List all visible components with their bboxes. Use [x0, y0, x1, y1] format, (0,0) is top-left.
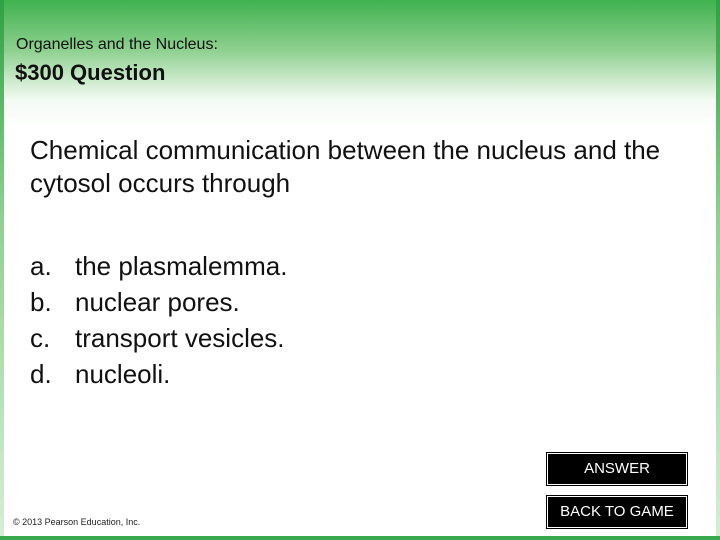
category-title: Organelles and the Nucleus:: [16, 36, 218, 53]
option-d: [30, 356, 630, 392]
option-letter: d.: [30, 359, 52, 389]
option-letter: b.: [30, 287, 52, 317]
question-text: Chemical communication between the nucleus and the cytosol occurs through: [30, 135, 661, 198]
option-letter: a.: [30, 251, 52, 281]
bottom-bar: [0, 536, 720, 540]
option-text: the plasmalemma.: [75, 251, 288, 281]
back-to-game-button[interactable]: BACK TO GAME: [547, 496, 687, 528]
option-text: transport vesicles.: [75, 323, 285, 353]
option-c: [30, 320, 630, 356]
right-edge-decoration: [716, 0, 720, 540]
option-b: [30, 284, 630, 320]
question-value: $300 Question: [15, 60, 166, 85]
answer-options-list: [30, 248, 630, 392]
left-edge-decoration: [0, 0, 4, 540]
option-letter: c.: [30, 323, 51, 353]
option-a: [30, 248, 630, 284]
option-text: nuclear pores.: [75, 287, 240, 317]
copyright-notice: © 2013 Pearson Education, Inc.: [13, 517, 141, 527]
option-text: nucleoli.: [75, 359, 171, 389]
answer-button[interactable]: ANSWER: [547, 453, 687, 485]
